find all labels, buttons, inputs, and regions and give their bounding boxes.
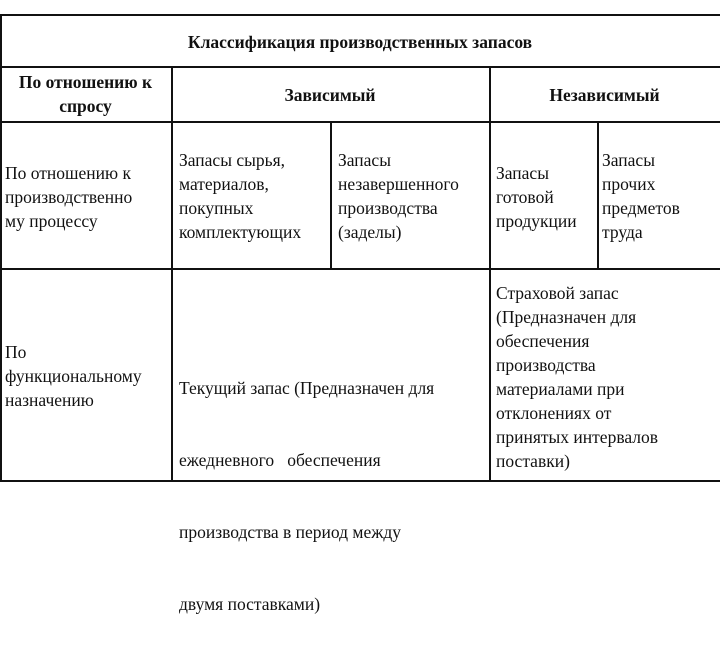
row-function-label: По функциональному назначению [5,342,142,410]
cell-wip: Запасы незавершенного производства (заделы) [338,150,459,242]
table-border-top [0,14,720,16]
cell-safety-stock: Страховой запас (Предназначен для обеспечения производства материалами при отклонениях от принятых интервалов поставки) [496,283,659,471]
row-divider [0,268,720,270]
column-divider [330,121,332,269]
column-divider [489,66,491,481]
cell-current-stock: Текущий запас (Предназначен для ежедневного обеспечения производства в период между двумя поставками) [179,378,435,614]
row-process-label: По отношению к производственно му процессу [5,163,133,231]
cell-raw-materials: Запасы сырья, материалов, покупных комплектующих [179,150,302,242]
cell-finished-goods: Запасы готовой продукции [496,163,577,231]
cell-other-items: Запасы прочих предметов труда [602,150,680,242]
row-divider [0,66,720,68]
header-criterion: По отношению к спросу [18,72,153,116]
row-divider [0,121,720,123]
table-title: Классификация производственных запасов [187,32,533,52]
column-divider [597,121,599,269]
header-dependent: Зависимый [284,85,376,105]
column-divider [171,66,173,481]
header-independent: Независимый [549,85,660,105]
